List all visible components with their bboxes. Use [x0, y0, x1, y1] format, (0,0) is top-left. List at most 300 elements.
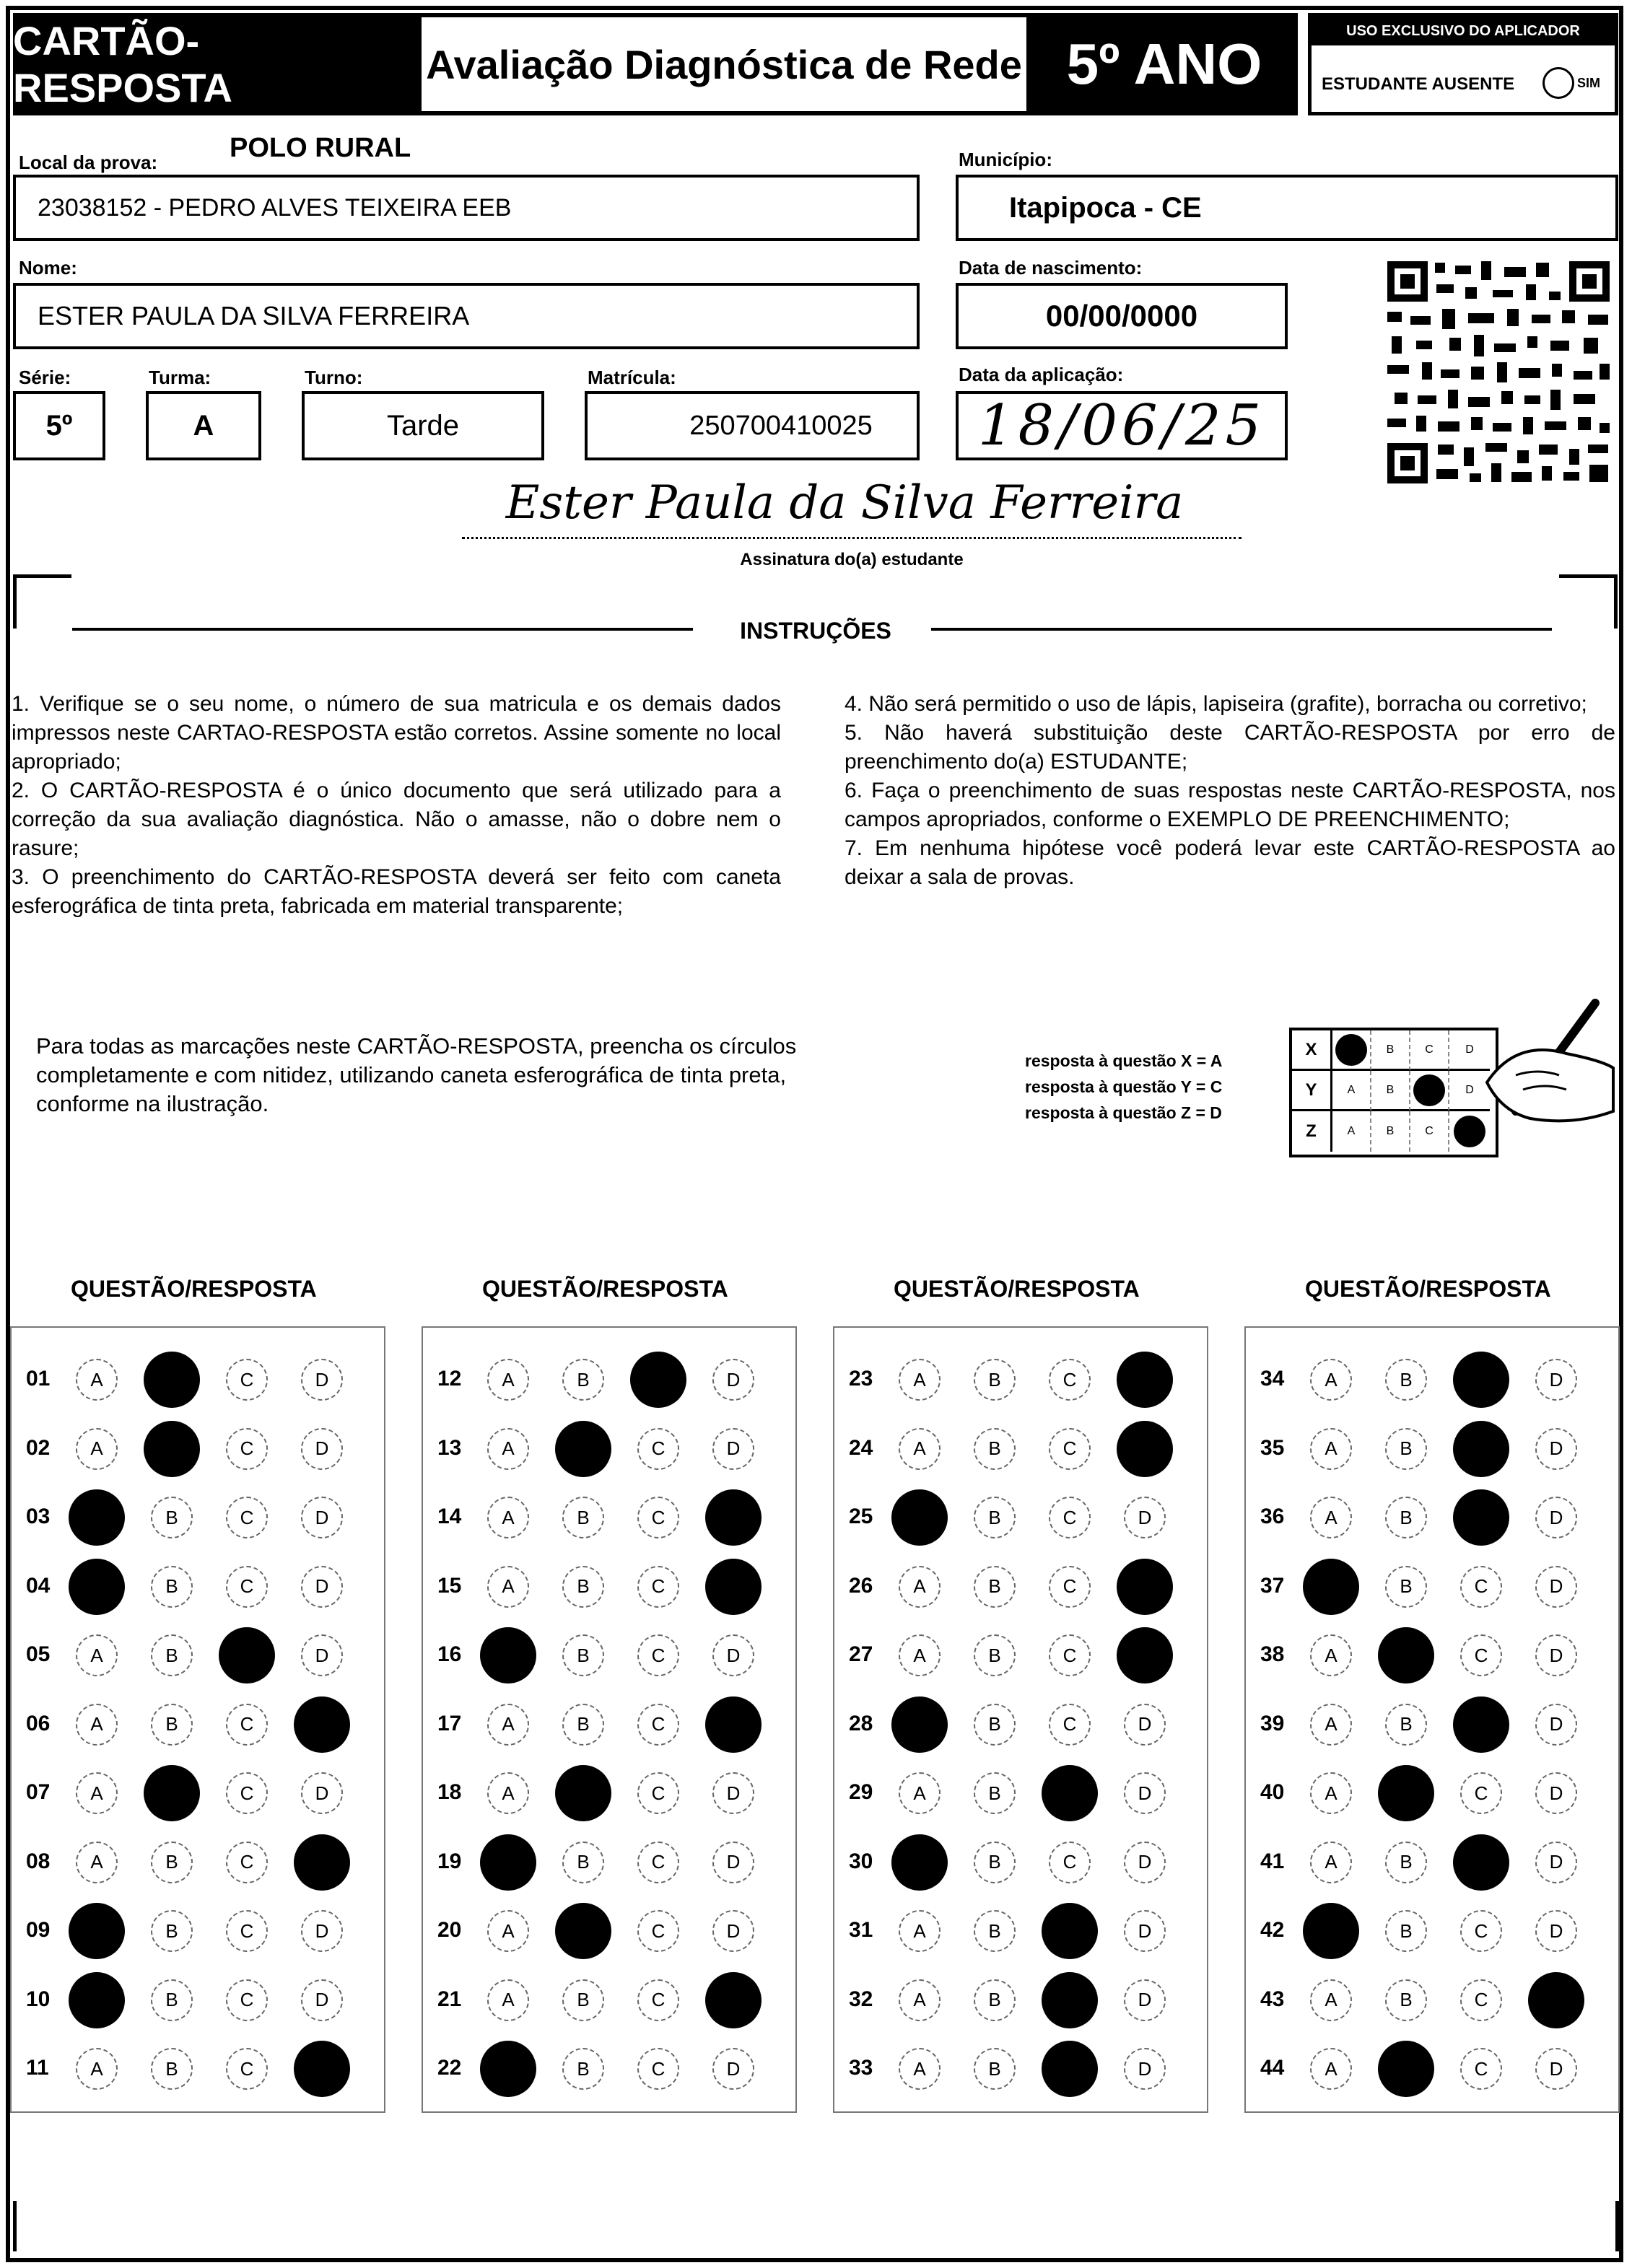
answer-bubble[interactable]: [1535, 1842, 1577, 1883]
answer-option-label: A: [502, 1437, 515, 1459]
turma-value: A: [193, 409, 214, 442]
answer-bubble-filled[interactable]: [1453, 1352, 1509, 1408]
answer-bubble[interactable]: [301, 1497, 343, 1538]
answer-bubble[interactable]: [974, 1772, 1016, 1814]
question-number: 05: [26, 1642, 51, 1666]
answer-bubble-filled[interactable]: [144, 1352, 200, 1408]
answer-bubble[interactable]: [1535, 2048, 1577, 2090]
answer-bubble[interactable]: [637, 1772, 679, 1814]
answer-bubble[interactable]: [1049, 1359, 1091, 1401]
answer-bubble-filled[interactable]: [1042, 1765, 1098, 1821]
answer-bubble[interactable]: [562, 1842, 604, 1883]
answer-option-label: D: [1549, 2057, 1563, 2080]
answer-option-label: C: [240, 1368, 254, 1391]
answer-column-header: QUESTÃO/RESPOSTA: [894, 1276, 1140, 1302]
answer-bubble-filled[interactable]: [480, 1627, 536, 1684]
answer-bubble[interactable]: [712, 2048, 754, 2090]
answer-option-label: B: [165, 1506, 178, 1528]
answer-bubble[interactable]: [1460, 1634, 1502, 1676]
answer-bubble[interactable]: [712, 1428, 754, 1470]
answer-bubble[interactable]: [301, 1910, 343, 1952]
answer-bubble-filled[interactable]: [294, 1834, 350, 1891]
answer-bubble[interactable]: [1385, 1566, 1427, 1608]
answer-bubble[interactable]: [899, 1772, 941, 1814]
answer-bubble[interactable]: [637, 1428, 679, 1470]
answer-bubble[interactable]: [1535, 1497, 1577, 1538]
turma-label: Turma:: [149, 367, 211, 388]
answer-option-label: C: [240, 1989, 254, 2010]
answer-bubble[interactable]: [974, 1910, 1016, 1952]
answer-bubble[interactable]: [1460, 1566, 1502, 1608]
answer-bubble[interactable]: [1460, 1910, 1502, 1952]
answer-bubble[interactable]: [226, 1772, 268, 1814]
answer-bubble[interactable]: [1124, 1772, 1166, 1814]
answer-option-label: B: [165, 1575, 178, 1597]
aplicacao-value: 18/06/25: [977, 393, 1266, 458]
answer-option-label: C: [1062, 1506, 1077, 1528]
answer-bubble-filled[interactable]: [1117, 1352, 1173, 1408]
answer-bubble-filled[interactable]: [891, 1834, 948, 1891]
answer-bubble[interactable]: [1310, 1704, 1352, 1746]
answer-bubble[interactable]: [1310, 1359, 1352, 1401]
question-number: 43: [1260, 1987, 1285, 2011]
question-number: 02: [26, 1435, 51, 1460]
answer-bubble[interactable]: [1385, 1497, 1427, 1538]
answer-option-label: D: [726, 1919, 741, 1942]
qr-code: [1384, 258, 1613, 486]
answer-bubble[interactable]: [899, 1566, 941, 1608]
instruction-item: 7. Em nenhuma hipótese você poderá levar este CARTÃO-RESPOSTA ao deixar a sala de provas.: [845, 836, 1615, 889]
answer-bubble[interactable]: [76, 1359, 118, 1401]
question-number: 11: [26, 2056, 49, 2080]
serie-value: 5º: [45, 409, 73, 442]
answer-option-label: D: [1549, 1368, 1563, 1391]
answer-bubble[interactable]: [226, 1359, 268, 1401]
answer-bubble[interactable]: [637, 1842, 679, 1883]
answer-bubble-filled[interactable]: [1117, 1559, 1173, 1615]
answer-bubble-filled[interactable]: [1042, 2041, 1098, 2097]
answer-bubble-filled[interactable]: [69, 1972, 125, 2028]
answer-bubble[interactable]: [1124, 1842, 1166, 1883]
answer-bubble[interactable]: [1535, 1634, 1577, 1676]
answer-bubble[interactable]: [974, 1497, 1016, 1538]
answer-bubble-filled[interactable]: [219, 1627, 275, 1684]
answer-column-header: QUESTÃO/RESPOSTA: [1305, 1276, 1551, 1302]
corner-mark: [1608, 2201, 1619, 2251]
answer-bubble[interactable]: [1385, 1704, 1427, 1746]
question-number: 33: [849, 2056, 873, 2080]
answer-bubble[interactable]: [76, 1634, 118, 1676]
answer-bubble[interactable]: [487, 1910, 529, 1952]
answer-bubble[interactable]: [562, 2048, 604, 2090]
turno-value: Tarde: [386, 409, 460, 442]
answer-option-label: C: [651, 1644, 666, 1666]
answer-bubble[interactable]: [1124, 1979, 1166, 2021]
answer-option-label: B: [577, 1644, 590, 1666]
answer-option-label: C: [1062, 1368, 1077, 1391]
answer-bubble[interactable]: [1310, 1842, 1352, 1883]
aplicacao-label: Data da aplicação:: [959, 364, 1124, 385]
answer-bubble-filled[interactable]: [1528, 1972, 1584, 2028]
answer-option-label: C: [651, 1506, 666, 1528]
answer-bubble[interactable]: [226, 1704, 268, 1746]
example-option: [1332, 1030, 1371, 1071]
answer-bubble[interactable]: [151, 1842, 193, 1883]
answer-option-label: D: [726, 1368, 741, 1391]
answer-option-label: A: [913, 1575, 926, 1597]
answer-bubble-filled[interactable]: [555, 1765, 611, 1821]
question-number: 41: [1260, 1849, 1285, 1873]
answer-bubble[interactable]: [637, 1497, 679, 1538]
divider: [931, 628, 1552, 631]
question-number: 32: [849, 1987, 873, 2011]
answer-bubble[interactable]: [151, 1704, 193, 1746]
answer-bubble[interactable]: [899, 2048, 941, 2090]
answer-option-label: C: [240, 1782, 254, 1804]
answer-bubble-filled[interactable]: [1378, 2041, 1434, 2097]
question-number: 19: [437, 1849, 462, 1873]
answer-bubble[interactable]: [1535, 1359, 1577, 1401]
answer-bubble[interactable]: [1124, 1497, 1166, 1538]
answer-bubble[interactable]: [1310, 1772, 1352, 1814]
answer-option-label: D: [1549, 1437, 1563, 1459]
applicator-box: [1308, 13, 1618, 115]
answer-option-label: A: [1325, 1713, 1338, 1735]
answer-bubble[interactable]: [637, 1910, 679, 1952]
question-number: 27: [849, 1642, 873, 1666]
answer-option-label: A: [502, 1506, 515, 1528]
answer-bubble[interactable]: [151, 1497, 193, 1538]
answer-bubble[interactable]: [487, 1497, 529, 1538]
answer-bubble[interactable]: [1310, 2048, 1352, 2090]
answer-option-label: B: [577, 2057, 590, 2080]
answer-bubble-filled[interactable]: [144, 1765, 200, 1821]
question-number: 34: [1260, 1367, 1285, 1391]
answer-bubble-filled[interactable]: [705, 1559, 762, 1615]
nome-field: [13, 283, 920, 349]
answer-bubble[interactable]: [226, 1842, 268, 1883]
absent-label: ESTUDANTE AUSENTE: [1322, 74, 1515, 94]
answer-option-label: A: [1325, 1437, 1338, 1459]
answer-bubble-filled[interactable]: [1117, 1627, 1173, 1684]
answer-bubble[interactable]: [1385, 1428, 1427, 1470]
answer-bubble[interactable]: [76, 2048, 118, 2090]
answer-bubble-filled[interactable]: [1453, 1489, 1509, 1546]
answer-bubble[interactable]: [1049, 1566, 1091, 1608]
municipio-field: [956, 175, 1618, 241]
answer-bubble[interactable]: [899, 1634, 941, 1676]
answer-option-label: B: [1400, 1506, 1413, 1528]
answer-option-label: A: [90, 1368, 103, 1391]
answer-option-label: B: [165, 1989, 178, 2010]
example-option: [1332, 1111, 1371, 1152]
signature-line: [462, 537, 1242, 539]
answer-bubble[interactable]: [1460, 2048, 1502, 2090]
answer-bubble-filled[interactable]: [555, 1421, 611, 1477]
answer-option-label: B: [988, 1575, 1001, 1597]
answer-bubble[interactable]: [76, 1704, 118, 1746]
answer-option-label: C: [240, 2057, 254, 2080]
answer-bubble[interactable]: [1460, 1772, 1502, 1814]
grade-badge: 5º ANO: [1031, 13, 1298, 115]
turno-label: Turno:: [305, 367, 363, 388]
absent-yes-label: SIM: [1577, 76, 1601, 90]
answer-bubble[interactable]: [1385, 1359, 1427, 1401]
answer-bubble-filled[interactable]: [1042, 1972, 1098, 2028]
answer-bubble-filled[interactable]: [705, 1696, 762, 1753]
answer-bubble[interactable]: [151, 1566, 193, 1608]
answer-bubble[interactable]: [899, 1979, 941, 2021]
answer-option-label: B: [1400, 1713, 1413, 1735]
answer-bubble[interactable]: [487, 1428, 529, 1470]
answer-bubble[interactable]: [1310, 1428, 1352, 1470]
answer-bubble[interactable]: [899, 1910, 941, 1952]
answer-option-label: D: [1549, 1782, 1563, 1804]
municipio-value: Itapipoca - CE: [1009, 191, 1202, 224]
answer-bubble-filled[interactable]: [1453, 1834, 1509, 1891]
answer-bubble-filled[interactable]: [1042, 1903, 1098, 1959]
answer-bubble[interactable]: [637, 2048, 679, 2090]
answer-bubble[interactable]: [974, 1359, 1016, 1401]
answer-bubble-filled[interactable]: [891, 1489, 948, 1546]
answer-option-label: B: [1400, 1575, 1413, 1597]
answer-bubble[interactable]: [712, 1842, 754, 1883]
answer-bubble[interactable]: [301, 1979, 343, 2021]
answer-bubble[interactable]: [301, 1772, 343, 1814]
applicator-label: USO EXCLUSIVO DO APLICADOR: [1312, 17, 1615, 45]
answer-option-label: C: [240, 1851, 254, 1873]
answer-bubble[interactable]: [1385, 1910, 1427, 1952]
question-number: 36: [1260, 1505, 1285, 1528]
question-number: 23: [849, 1367, 873, 1391]
corner-mark: [1559, 574, 1618, 629]
answer-bubble[interactable]: [301, 1428, 343, 1470]
answer-bubble[interactable]: [562, 1979, 604, 2021]
question-number: 22: [437, 2056, 462, 2080]
answer-option-label: B: [988, 1644, 1001, 1666]
example-option-label: C: [1425, 1125, 1434, 1137]
answer-bubble-filled[interactable]: [1453, 1696, 1509, 1753]
answer-option-label: A: [1325, 1368, 1338, 1391]
answer-bubble[interactable]: [974, 1634, 1016, 1676]
qr-code-icon: [1384, 258, 1613, 486]
answer-bubble-filled[interactable]: [1378, 1627, 1434, 1684]
answer-option-label: A: [913, 1782, 926, 1804]
answer-bubble[interactable]: [1124, 2048, 1166, 2090]
answer-bubble[interactable]: [637, 1566, 679, 1608]
answer-bubble-filled[interactable]: [69, 1489, 125, 1546]
answer-bubble-filled[interactable]: [630, 1352, 686, 1408]
answer-bubble[interactable]: [151, 1910, 193, 1952]
answer-bubble[interactable]: [562, 1497, 604, 1538]
answer-bubble[interactable]: [974, 1566, 1016, 1608]
answer-bubble[interactable]: [899, 1428, 941, 1470]
answer-bubble[interactable]: [1535, 1772, 1577, 1814]
absent-bubble[interactable]: [1542, 67, 1574, 99]
instruction-item: 1. Verifique se o seu nome, o número de sua matricula e os demais dados impressos neste CARTAO-RESPOSTA estão corretos. Assine somente no local apropriado;: [12, 692, 781, 774]
answer-bubble[interactable]: [974, 1979, 1016, 2021]
answer-bubble-filled[interactable]: [705, 1972, 762, 2028]
answer-bubble-filled[interactable]: [705, 1489, 762, 1546]
answer-bubble[interactable]: [151, 1979, 193, 2021]
answer-bubble[interactable]: [226, 1979, 268, 2021]
answer-option-label: C: [1062, 1644, 1077, 1666]
school-field: [13, 175, 920, 241]
signature-label: Assinatura do(a) estudante: [740, 550, 964, 569]
answer-bubble-filled[interactable]: [144, 1421, 200, 1477]
answer-bubble-filled[interactable]: [294, 2041, 350, 2097]
answer-bubble-filled[interactable]: [480, 2041, 536, 2097]
answer-bubble-filled[interactable]: [1378, 1765, 1434, 1821]
local-value: POLO RURAL: [230, 133, 411, 163]
answer-bubble-filled[interactable]: [1117, 1421, 1173, 1477]
example-option-label: D: [1465, 1083, 1474, 1096]
example-option: [1371, 1111, 1410, 1152]
answer-bubble[interactable]: [974, 2048, 1016, 2090]
answer-bubble[interactable]: [1124, 1704, 1166, 1746]
answer-option-label: A: [913, 1368, 926, 1391]
answer-bubble[interactable]: [487, 1772, 529, 1814]
answer-option-label: D: [726, 1644, 741, 1666]
nasc-label: Data de nascimento:: [959, 257, 1143, 279]
answer-bubble[interactable]: [974, 1428, 1016, 1470]
answer-option-label: B: [165, 2057, 178, 2080]
answer-option-label: A: [1325, 1851, 1338, 1873]
example-filled-bubble: [1413, 1074, 1445, 1106]
answer-bubble[interactable]: [1049, 1634, 1091, 1676]
answer-bubble[interactable]: [1049, 1497, 1091, 1538]
answer-option-label: A: [1325, 1989, 1338, 2010]
answer-bubble[interactable]: [226, 1910, 268, 1952]
answer-bubble[interactable]: [487, 1704, 529, 1746]
answer-bubble[interactable]: [226, 1497, 268, 1538]
answer-option-label: C: [240, 1575, 254, 1597]
answer-bubble[interactable]: [1460, 1979, 1502, 2021]
corner-mark: [13, 574, 71, 629]
municipio-label: Município:: [959, 149, 1052, 170]
aplicacao-field: [956, 391, 1288, 460]
answer-bubble[interactable]: [1535, 1428, 1577, 1470]
example-option-label: D: [1465, 1043, 1474, 1056]
answer-bubble[interactable]: [1535, 1910, 1577, 1952]
answer-bubble[interactable]: [487, 1979, 529, 2021]
answer-bubble[interactable]: [76, 1428, 118, 1470]
answer-option-label: D: [315, 1644, 329, 1666]
answer-bubble[interactable]: [151, 2048, 193, 2090]
answer-bubble[interactable]: [637, 1634, 679, 1676]
answer-bubble[interactable]: [226, 1566, 268, 1608]
answer-bubble[interactable]: [487, 1359, 529, 1401]
answer-bubble[interactable]: [712, 1910, 754, 1952]
answer-bubble-filled[interactable]: [294, 1696, 350, 1753]
instruction-item: 4. Não será permitido o uso de lápis, lapiseira (grafite), borracha ou corretivo;: [845, 692, 1587, 716]
instruction-item: 5. Não haverá substituição deste CARTÃO-RESPOSTA por erro de preenchimento do(a) ESTUDANTE;: [845, 721, 1615, 774]
answer-bubble[interactable]: [1049, 1842, 1091, 1883]
answer-bubble[interactable]: [712, 1772, 754, 1814]
answer-bubble-filled[interactable]: [480, 1834, 536, 1891]
question-number: 20: [437, 1918, 462, 1942]
question-number: 29: [849, 1780, 873, 1804]
answer-bubble[interactable]: [1310, 1634, 1352, 1676]
answer-option-label: A: [90, 1644, 103, 1666]
answer-bubble-filled[interactable]: [69, 1559, 125, 1615]
answer-bubble[interactable]: [637, 1979, 679, 2021]
example-option-label: B: [1386, 1083, 1395, 1096]
answer-bubble[interactable]: [712, 1359, 754, 1401]
answer-bubble[interactable]: [151, 1634, 193, 1676]
answer-option-label: C: [240, 1437, 254, 1459]
answer-bubble[interactable]: [562, 1634, 604, 1676]
answer-bubble[interactable]: [974, 1842, 1016, 1883]
answer-bubble-filled[interactable]: [1303, 1559, 1359, 1615]
answer-option-label: C: [651, 1989, 666, 2010]
question-number: 28: [849, 1711, 873, 1735]
answer-bubble-filled[interactable]: [1453, 1421, 1509, 1477]
answer-bubble[interactable]: [562, 1566, 604, 1608]
answer-option-label: D: [1138, 1851, 1152, 1873]
answer-bubble[interactable]: [1049, 1704, 1091, 1746]
answer-bubble[interactable]: [1385, 1979, 1427, 2021]
answer-option-label: A: [1325, 1644, 1338, 1666]
answer-bubble[interactable]: [1385, 1842, 1427, 1883]
answer-bubble[interactable]: [1310, 1979, 1352, 2021]
answer-bubble[interactable]: [562, 1704, 604, 1746]
answer-bubble[interactable]: [1310, 1497, 1352, 1538]
answer-bubble[interactable]: [712, 1634, 754, 1676]
answer-option-label: B: [988, 1989, 1001, 2010]
answer-bubble[interactable]: [899, 1359, 941, 1401]
answer-bubble[interactable]: [76, 1842, 118, 1883]
answer-option-label: D: [726, 1782, 741, 1804]
answer-bubble[interactable]: [974, 1704, 1016, 1746]
answer-option-label: A: [502, 1368, 515, 1391]
answer-bubble[interactable]: [637, 1704, 679, 1746]
answer-option-label: D: [1549, 1919, 1563, 1942]
example-legend: [1025, 1048, 1222, 1126]
answer-option-label: A: [90, 2057, 103, 2080]
answer-bubble-filled[interactable]: [555, 1903, 611, 1959]
answer-bubble-filled[interactable]: [1303, 1903, 1359, 1959]
school-value: 23038152 - PEDRO ALVES TEIXEIRA EEB: [38, 193, 512, 222]
example-option: [1371, 1030, 1410, 1071]
answer-bubble[interactable]: [301, 1634, 343, 1676]
answer-bubble[interactable]: [226, 2048, 268, 2090]
pen-hand-icon: [1472, 996, 1617, 1140]
answer-bubble[interactable]: [226, 1428, 268, 1470]
exam-title: Avaliação Diagnóstica de Rede: [417, 13, 1031, 115]
answer-option-label: A: [913, 2057, 926, 2080]
answer-bubble-filled[interactable]: [891, 1696, 948, 1753]
answer-bubble[interactable]: [487, 1566, 529, 1608]
answer-option-label: C: [1474, 1919, 1488, 1942]
answer-bubble[interactable]: [1124, 1910, 1166, 1952]
answer-bubble[interactable]: [562, 1359, 604, 1401]
nasc-value: 00/00/0000: [1045, 299, 1198, 333]
answer-bubble-filled[interactable]: [69, 1903, 125, 1959]
answer-option-label: D: [1549, 1851, 1563, 1873]
answer-bubble[interactable]: [301, 1566, 343, 1608]
answer-bubble[interactable]: [76, 1772, 118, 1814]
answer-option-label: A: [913, 1644, 926, 1666]
answer-option-label: D: [315, 1437, 329, 1459]
instructions-right: [845, 690, 1615, 892]
answer-option-label: B: [577, 1713, 590, 1735]
answer-bubble[interactable]: [1535, 1566, 1577, 1608]
answer-bubble[interactable]: [1535, 1704, 1577, 1746]
answer-option-label: C: [240, 1713, 254, 1735]
answer-bubble[interactable]: [301, 1359, 343, 1401]
answer-bubble[interactable]: [1049, 1428, 1091, 1470]
